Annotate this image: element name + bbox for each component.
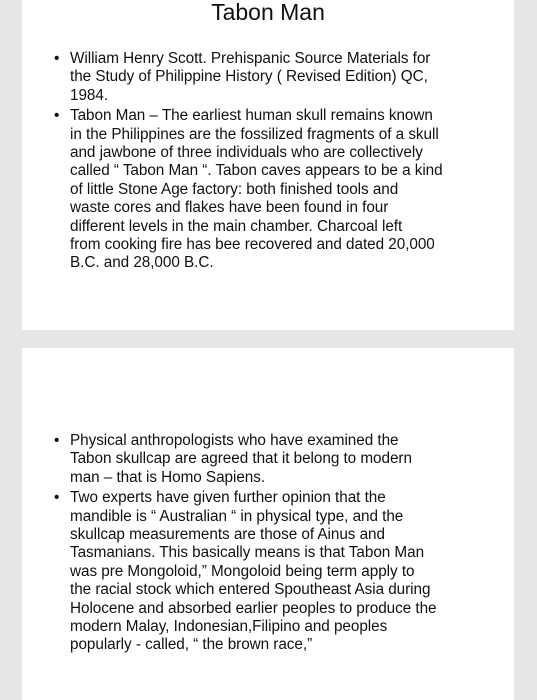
bullet-item-experts-opinion: • Two experts have given further opinion that the mandible is “ Australian “ in physical type, and the skullcap measurements are those of Ainus and Tasmanians. This basically means is that Tabon Man was pre Mongoloid,” Mongoloid being term apply to the racial stock which entered Spoutheast Asia during Holocene and absorbed earlier peoples to produce the modern Malay, Indonesian,Filipino and peoples popularly - called, “ the brown race,” [70, 489, 490, 655]
bullet-list [70, 432, 490, 657]
bullet-item-source: • William Henry Scott. Prehispanic Source Materials for the Study of Philippine History ( Revised Edition) QC, 1984. [70, 50, 490, 105]
bullet-item-anthropologists: • Physical anthropologists who have examined the Tabon skullcap are agreed that it belong to modern man – that is Homo Sapiens. [70, 432, 490, 487]
slide-title: Tabon Man [211, 0, 325, 25]
bullet-item-tabon-man: • Tabon Man – The earliest human skull remains known in the Philippines are the fossilized fragments of a skull and jawbone of three individuals who are collectively called “ Tabon Man “. Tabon caves appears to be a kind of little Stone Age factory: both finished tools and waste cores and flakes have been found in four different levels in the main chamber. Charcoal left from cooking fire has bee recovered and dated 20,000 B.C. and 28,000 B.C. [70, 107, 490, 273]
slide-2 [22, 348, 514, 700]
slide-1 [22, 0, 514, 330]
bullet-list [70, 50, 490, 275]
